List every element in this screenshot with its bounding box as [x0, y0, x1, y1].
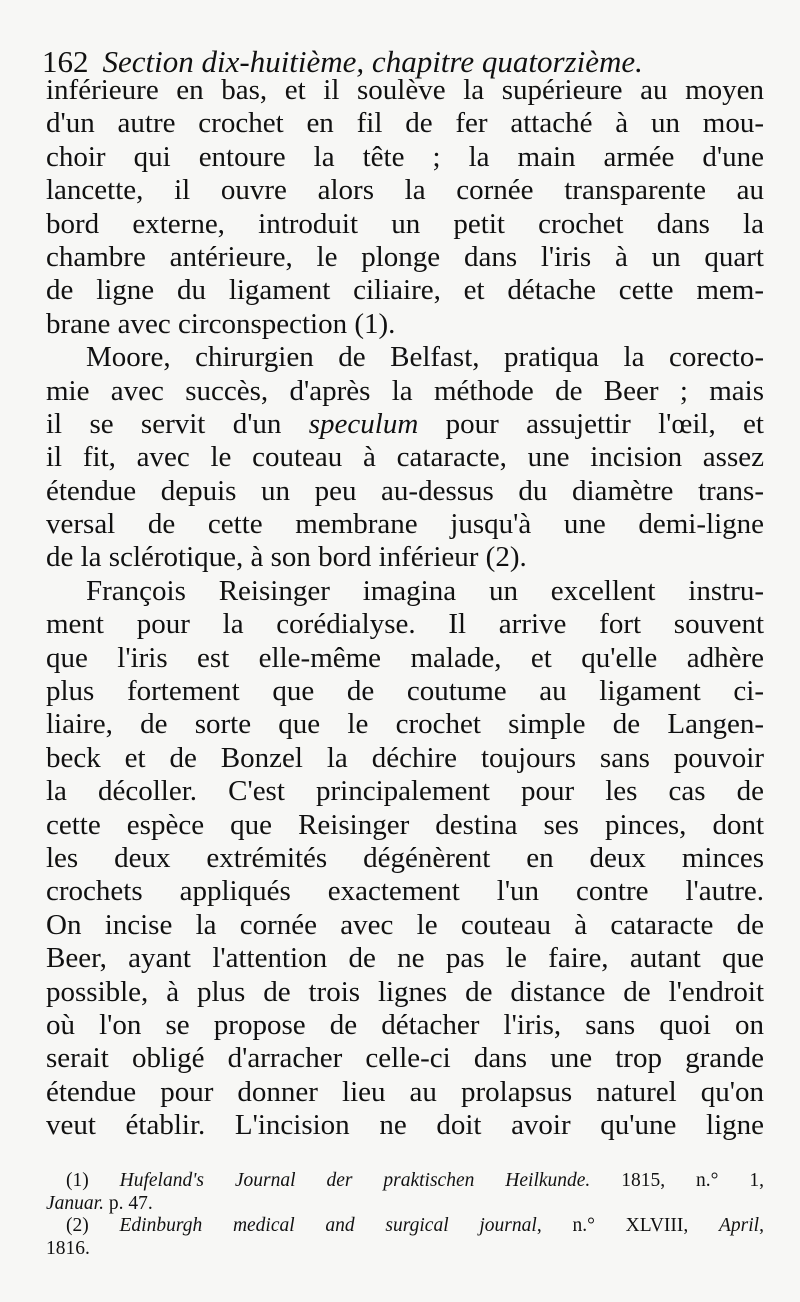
text-line [46, 408, 764, 441]
text-line: cette espèce que Reisinger destina ses pinces, dont [46, 808, 764, 841]
text-fragment: pour assujettir l'œil, et [418, 407, 764, 440]
footnote-mark: (2) [66, 1215, 120, 1236]
footnote-text: , [759, 1215, 764, 1236]
text-line: Moore, chirurgien de Belfast, pratiqua la corecto- [86, 341, 764, 374]
text-line: de la sclérotique, à son bord inférieur (2). [46, 541, 527, 574]
text-line: d'un autre crochet en fil de fer attaché à un mou- [46, 107, 764, 140]
text-line: que l'iris est elle-même malade, et qu'elle adhère [46, 641, 764, 674]
text-line: choir qui entoure la tête ; la main armée d'une [46, 140, 764, 173]
text-line: il fit, avec le couteau à cataracte, une incision assez [46, 441, 764, 474]
text-line: liaire, de sorte que le crochet simple de Langen- [46, 708, 764, 741]
text-line: les deux extrémités dégénèrent en deux minces [46, 841, 764, 874]
text-fragment: il se servit d'un [46, 407, 309, 440]
footnote-title: Edinburgh medical and surgical journal [119, 1215, 537, 1236]
footnote-text: 1815, n.° 1, [590, 1170, 764, 1191]
text-line: étendue depuis un peu au-dessus du diamètre trans- [46, 474, 764, 507]
text-line: Beer, ayant l'attention de ne pas le faire, autant que [46, 942, 764, 975]
text-line: lancette, il ouvre alors la cornée transparente au [46, 174, 764, 207]
page-number: 162 [42, 44, 89, 79]
text-line: François Reisinger imagina un excellent instru- [86, 574, 764, 607]
italic-term: speculum [308, 407, 419, 440]
text-line: On incise la cornée avec le couteau à cataracte de [46, 908, 764, 941]
text-line: où l'on se propose de détacher l'iris, sans quoi on [46, 1008, 764, 1041]
running-title: Section dix-huitième, chapitre quatorzième. [102, 44, 643, 79]
footnote-month: Januar. [46, 1192, 104, 1214]
text-line: veut établir. L'incision ne doit avoir qu'une ligne [46, 1109, 764, 1142]
footnotes [46, 1170, 764, 1260]
text-line: bord externe, introduit un petit crochet dans la [46, 207, 764, 240]
text-line: inférieure en bas, et il soulève la supérieure au moyen [46, 74, 764, 106]
footnote-2 [46, 1215, 764, 1238]
text-line: beck et de Bonzel la déchire toujours sans pouvoir [46, 741, 764, 774]
text-line: serait obligé d'arracher celle-ci dans une trop grande [46, 1042, 764, 1075]
text-line: crochets appliqués exactement l'un contre l'autre. [46, 875, 764, 908]
footnote-2-continued: 1816. [46, 1237, 90, 1259]
footnote-1 [46, 1170, 764, 1193]
text-line: possible, à plus de trois lignes de distance de l'endroit [46, 975, 764, 1008]
text-line: brane avec circonspection (1). [46, 307, 396, 340]
footnote-text: p. 47. [103, 1192, 153, 1214]
text-line: versal de cette membrane jusqu'à une demi-ligne [46, 508, 764, 541]
footnote-text: , n.° XLVIII, [536, 1215, 720, 1236]
text-line: mie avec succès, d'après la méthode de Beer ; mais [46, 374, 764, 407]
text-line: de ligne du ligament ciliaire, et détache cette mem- [46, 274, 764, 307]
text-line: chambre antérieure, le plonge dans l'iris à un quart [46, 240, 764, 273]
text-line: ment pour la corédialyse. Il arrive fort souvent [46, 608, 764, 641]
text-line: la décoller. C'est principalement pour les cas de [46, 775, 764, 808]
text-line: étendue pour donner lieu au prolapsus naturel qu'on [46, 1075, 764, 1108]
footnote-mark: (1) [66, 1170, 120, 1191]
footnote-month: April [719, 1215, 760, 1236]
body-text [46, 74, 764, 1143]
footnote-title: Hufeland's Journal der praktischen Heilkunde. [119, 1170, 591, 1191]
text-line: plus fortement que de coutume au ligament ci- [46, 675, 764, 708]
footnote-1-continued [46, 1193, 764, 1216]
